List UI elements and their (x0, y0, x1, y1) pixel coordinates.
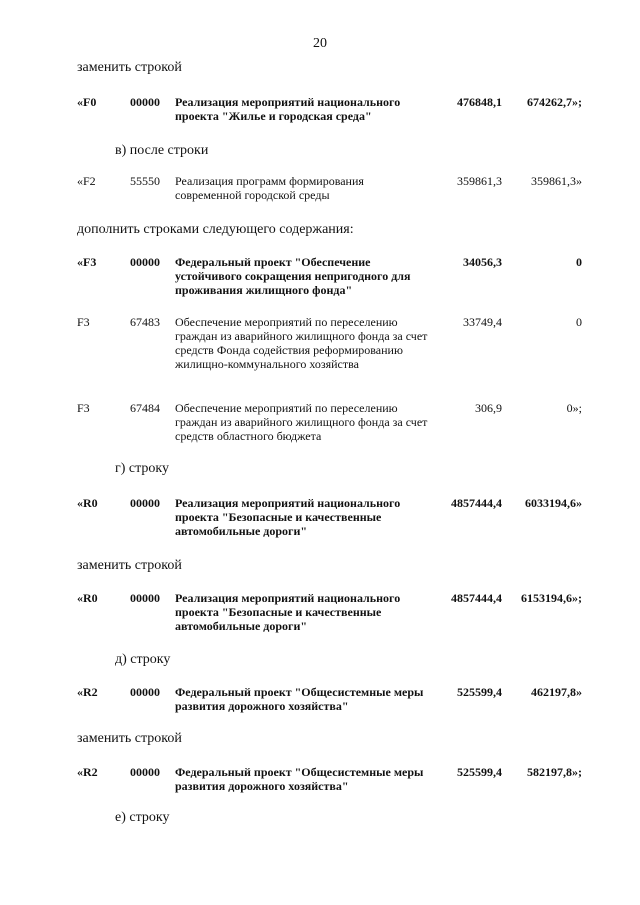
row-code: «F3 (77, 255, 97, 269)
row-value-1: 359861,3 (457, 174, 502, 188)
row-subcode: 00000 (130, 765, 160, 779)
row-description: Федеральный проект "Обеспечение устойчивого сокращения непригодного для проживания жилищного фонда" (175, 255, 411, 297)
row-code: «R2 (77, 685, 98, 699)
instruction-replace-1: заменить строкой (77, 60, 182, 75)
row-code: F3 (77, 315, 90, 329)
row-value-2: 6153194,6»; (521, 591, 582, 605)
row-description: Федеральный проект "Общесистемные меры развития дорожного хозяйства" (175, 765, 424, 793)
row-value-2: 0 (576, 255, 582, 269)
row-code: «R0 (77, 591, 98, 605)
row-subcode: 00000 (130, 685, 160, 699)
instruction-add-rows: дополнить строками следующего содержания: (77, 222, 354, 237)
row-description: Федеральный проект "Общесистемные меры развития дорожного хозяйства" (175, 685, 424, 713)
row-value-2: 674262,7»; (527, 95, 582, 109)
row-value-1: 34056,3 (463, 255, 502, 269)
row-value-2: 6033194,6» (525, 496, 582, 510)
row-value-1: 4857444,4 (451, 496, 502, 510)
row-description: Реализация программ формирования современной городской среды (175, 174, 364, 202)
row-subcode: 00000 (130, 591, 160, 605)
row-value-2: 0 (576, 315, 582, 329)
row-value-2: 0»; (566, 401, 582, 415)
row-value-1: 306,9 (475, 401, 502, 415)
instruction-v-after-row: в) после строки (115, 143, 209, 158)
row-subcode: 00000 (130, 95, 160, 109)
instruction-d-row: д) строку (115, 652, 171, 667)
instruction-replace-3: заменить строкой (77, 731, 182, 746)
row-value-1: 525599,4 (457, 765, 502, 779)
row-value-2: 582197,8»; (527, 765, 582, 779)
row-value-1: 476848,1 (457, 95, 502, 109)
row-description: Обеспечение мероприятий по переселению граждан из аварийного жилищного фонда за счет средств областного бюджета (175, 401, 428, 443)
row-description: Реализация мероприятий национального проекта "Безопасные и качественные автомобильные дороги" (175, 591, 401, 633)
row-code: «R2 (77, 765, 98, 779)
row-subcode: 00000 (130, 496, 160, 510)
row-description: Обеспечение мероприятий по переселению граждан из аварийного жилищного фонда за счет средств Фонда содействия реформированию жилищно-коммунального хозяйства (175, 315, 428, 371)
row-description: Реализация мероприятий национального проекта "Жилье и городская среда" (175, 95, 401, 123)
row-subcode: 67483 (130, 315, 160, 329)
row-value-1: 33749,4 (463, 315, 502, 329)
row-description: Реализация мероприятий национального проекта "Безопасные и качественные автомобильные дороги" (175, 496, 401, 538)
row-code: «F0 (77, 95, 97, 109)
instruction-replace-2: заменить строкой (77, 558, 182, 573)
row-code: F3 (77, 401, 90, 415)
row-code: «R0 (77, 496, 98, 510)
row-value-2: 359861,3» (531, 174, 582, 188)
row-value-1: 4857444,4 (451, 591, 502, 605)
row-value-1: 525599,4 (457, 685, 502, 699)
page-number: 20 (313, 36, 327, 51)
row-subcode: 67484 (130, 401, 160, 415)
row-code: «F2 (77, 174, 96, 188)
row-subcode: 00000 (130, 255, 160, 269)
row-value-2: 462197,8» (531, 685, 582, 699)
instruction-e-row: е) строку (115, 810, 170, 825)
instruction-g-row: г) строку (115, 461, 170, 476)
row-subcode: 55550 (130, 174, 160, 188)
